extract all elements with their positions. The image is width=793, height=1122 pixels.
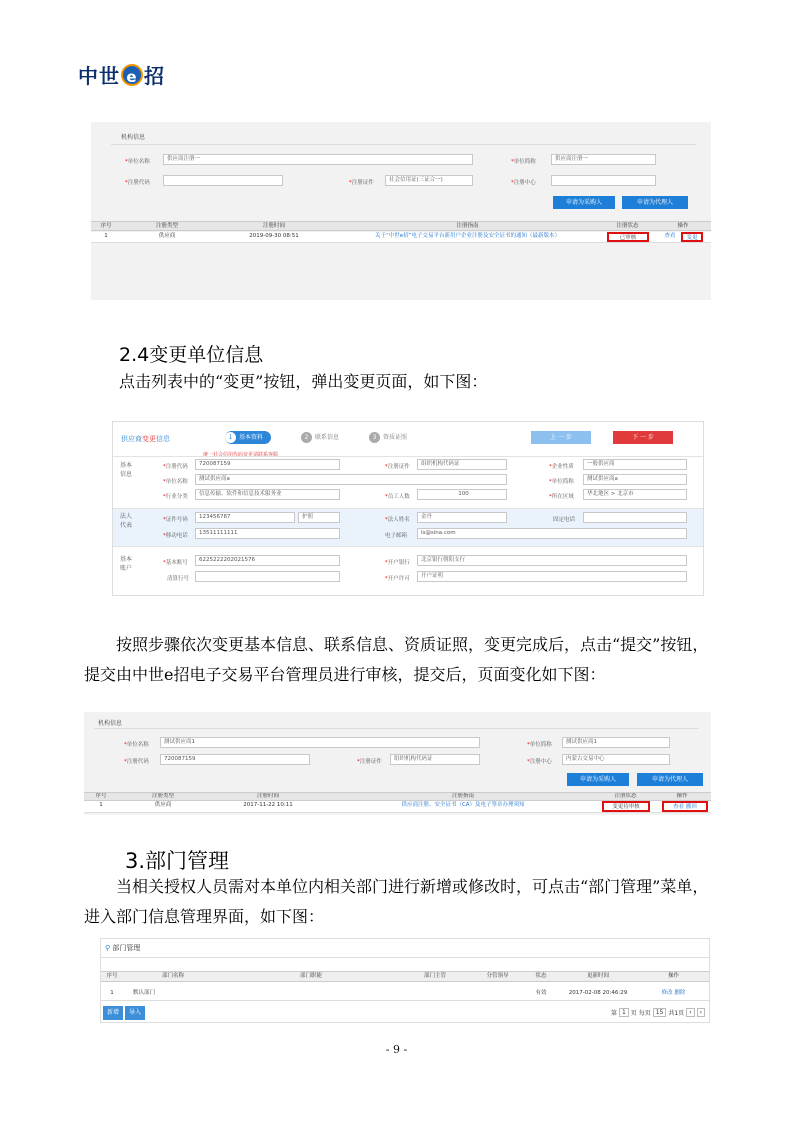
basic-section-label: 基本信息	[119, 462, 132, 478]
col-action: 操作	[676, 793, 688, 799]
divider	[101, 957, 709, 958]
next-page-icon[interactable]: ›	[697, 1008, 705, 1017]
legal-section-label: 法人代表	[119, 513, 132, 529]
pager-total: 共1页	[668, 1010, 685, 1017]
panel-title: 机构信息	[98, 720, 123, 727]
col-type: 注册类型	[155, 223, 178, 229]
grid-header	[84, 792, 711, 801]
row-type: 供应商	[154, 802, 172, 808]
bank-label: *开户银行	[385, 560, 410, 566]
form-title: 供应商变更信息	[121, 435, 170, 443]
row-time: 2017-02-08 20:46:29	[568, 990, 628, 996]
unit-short-field[interactable]: 供应商注册一	[551, 154, 656, 165]
page-size-select[interactable]: 15	[653, 1008, 667, 1017]
col-no: 序号	[106, 973, 118, 979]
divider	[94, 728, 699, 729]
change-info-screenshot	[112, 421, 704, 596]
section-2-4-title: 2.4变更单位信息	[119, 344, 264, 366]
permit-label: *开户许可	[385, 576, 410, 582]
row-status: 有效	[535, 990, 547, 996]
row-name: 默认部门	[133, 990, 156, 996]
industry-field[interactable]: 信息传输、软件和信息技术服务业	[195, 489, 340, 500]
col-updated: 更新时间	[586, 973, 609, 979]
col-leader: 分管领导	[486, 973, 509, 979]
reg-center-label: *注册中心	[511, 180, 536, 186]
col-type: 注册类型	[151, 793, 174, 799]
table-row	[101, 989, 709, 1001]
row-guide-link[interactable]: 关于“中世e招”电子交易平台新用户企业注册及安全证书的通知（最新版本）	[374, 233, 561, 239]
nature-select[interactable]: 一般供应商	[583, 459, 687, 470]
panel-title: 机构信息	[121, 134, 146, 141]
reg-code-label: *注册代码	[163, 464, 188, 470]
grid-header	[91, 221, 711, 231]
step-basic[interactable]: 1 基本资料	[225, 431, 271, 444]
pager-mid: 页 每页	[630, 1010, 651, 1017]
search-icon: ⚲	[105, 944, 111, 952]
reg-cert-field[interactable]: 社会信用证(三证合一)	[385, 175, 473, 186]
row-time: 2017-11-22 10:11	[243, 802, 293, 808]
page-number: - 9 -	[385, 1043, 408, 1056]
view-link[interactable]: 查看	[664, 233, 676, 239]
industry-label: *行业分类	[163, 494, 188, 500]
pending-review-screenshot	[84, 712, 711, 815]
region-label: *所在区域	[549, 494, 574, 500]
unit-short-label: *单位简称	[511, 159, 536, 165]
row-no: 1	[99, 802, 103, 808]
unit-name-label: *单位名称	[124, 742, 149, 748]
row-no: 1	[110, 990, 114, 996]
col-status: 状态	[535, 973, 547, 979]
table-row	[91, 232, 711, 243]
change-link[interactable]: 变更	[681, 232, 703, 242]
basic-info-section	[113, 456, 703, 508]
row-actions	[638, 989, 709, 1000]
col-guide: 注册指南	[456, 223, 479, 229]
col-head: 部门主管	[423, 973, 446, 979]
col-no: 序号	[95, 793, 107, 799]
id-type-select[interactable]: 护照	[298, 512, 340, 523]
nature-label: *企业性质	[549, 464, 574, 470]
divider	[111, 144, 696, 145]
zhongshi-logo	[78, 60, 165, 89]
legal-name-label: *法人姓名	[385, 517, 410, 523]
mobile-label: *移动电话	[163, 533, 188, 539]
email-field[interactable]: ls@sina.com	[417, 528, 687, 539]
unit-name-field[interactable]: 测试供应商1	[160, 737, 480, 748]
col-time: 注册时间	[262, 223, 285, 229]
reg-cert-label: *注册证件	[349, 180, 374, 186]
next-step-button[interactable]: 下 一 步	[613, 431, 673, 444]
bank-section-label: 基本账户	[119, 556, 132, 572]
apply-agent-button[interactable]: 申请为代理人	[622, 196, 688, 209]
email-label: 电子邮箱	[385, 533, 408, 539]
col-time: 注册时间	[256, 793, 279, 799]
col-guide: 注册指南	[451, 793, 474, 799]
reg-code-field[interactable]: 720087159	[160, 754, 310, 765]
unit-name-field[interactable]: 测试供应商a	[195, 474, 507, 485]
id-number-field[interactable]: 123456787	[195, 512, 295, 523]
unit-name-label: *单位名称	[125, 159, 150, 165]
employees-field[interactable]: 100	[417, 489, 507, 500]
section-3-paragraph: 当相关授权人员需对本单位内相关部门进行新增或修改时，可点击“部门管理”菜单，进入部门信息管理界面，如下图：	[84, 877, 709, 926]
fixed-phone-field[interactable]	[583, 512, 687, 523]
dept-title: ⚲ 部门管理	[105, 944, 141, 952]
reg-center-field[interactable]	[551, 175, 656, 186]
org-info-screenshot	[91, 122, 711, 300]
row-actions	[662, 801, 708, 812]
pager-prefix: 第	[610, 1010, 617, 1017]
prev-page-icon[interactable]: ‹	[686, 1008, 694, 1017]
reg-center-field[interactable]: 内蒙古交易中心	[562, 754, 670, 765]
clearing-field[interactable]	[195, 571, 340, 582]
import-button[interactable]: 导入	[125, 1006, 145, 1020]
apply-agent-button[interactable]: 申请为代理人	[637, 773, 703, 786]
col-action: 操作	[667, 973, 679, 979]
revoke-link[interactable]: 撤回	[685, 804, 697, 810]
col-action: 操作	[677, 223, 689, 229]
id-number-label: *证件号码	[163, 517, 188, 523]
bank-account-label: *基本账号	[163, 560, 188, 566]
bank-field[interactable]: 北京银行朝阳支行	[417, 555, 687, 566]
row-status-badge: 已审核	[607, 232, 649, 242]
delete-link[interactable]: 删除	[674, 990, 686, 996]
logo-text-right: 招	[144, 64, 165, 88]
table-row	[84, 801, 711, 813]
col-name: 部门名称	[161, 973, 184, 979]
logo-text-left: 中世	[78, 64, 120, 88]
unit-name-label: *单位名称	[163, 479, 188, 485]
legal-rep-section	[113, 508, 703, 546]
col-status: 注册状态	[616, 223, 639, 229]
col-function: 部门职能	[299, 973, 322, 979]
clearing-label: 清算行号	[167, 576, 190, 582]
mobile-field[interactable]: 13511111111	[195, 528, 340, 539]
reg-center-label: *注册中心	[527, 759, 552, 765]
row-time: 2019-09-30 08:51	[249, 233, 299, 239]
department-management-screenshot	[100, 938, 710, 1023]
row-guide-link[interactable]: 供应商注册、安全证书（CA）及电子签章办理须知	[401, 802, 525, 808]
edit-link[interactable]: 修改	[661, 990, 673, 996]
apply-tenderee-button[interactable]: 申请为采购人	[553, 196, 615, 209]
bank-account-field[interactable]: 6225222202021576	[195, 555, 340, 566]
reg-cert-label: *注册证件	[357, 759, 382, 765]
section-2-4-paragraph: 点击列表中的“变更”按钮，弹出变更页面，如下图：	[119, 372, 488, 391]
logo-e-mark: e	[121, 64, 143, 86]
apply-tenderee-button[interactable]: 申请为采购人	[567, 773, 629, 786]
add-button[interactable]: 新增	[103, 1006, 123, 1020]
reg-code-label: *注册代码	[124, 759, 149, 765]
unit-short-field[interactable]: 测试供应商1	[562, 737, 670, 748]
bank-account-section	[113, 546, 703, 596]
unit-name-field[interactable]: 供应商注册一	[163, 154, 473, 165]
pager	[611, 1008, 705, 1017]
warning-text: 统一社会信用代码变更请联系客服	[203, 452, 279, 458]
reg-code-field[interactable]: 720087159	[195, 459, 340, 470]
page-input[interactable]: 1	[619, 1008, 629, 1017]
fixed-phone-label: 固定电话	[553, 517, 576, 523]
unit-short-label: *单位简称	[527, 742, 552, 748]
reg-cert-field[interactable]: 组织机构代码证	[390, 754, 480, 765]
row-no: 1	[104, 233, 108, 239]
employees-label: *员工人数	[385, 494, 410, 500]
reg-code-label: *注册代码	[125, 180, 150, 186]
view-link[interactable]: 查看	[673, 804, 685, 810]
unit-short-label: *单位简称	[549, 479, 574, 485]
reg-cert-select[interactable]: 组织机构代码证	[417, 459, 507, 470]
col-status: 注册状态	[614, 793, 637, 799]
reg-code-field[interactable]	[163, 175, 283, 186]
unit-short-field[interactable]: 测试供应商a	[583, 474, 687, 485]
step-contact[interactable]: 2 联系信息	[301, 431, 339, 444]
submit-paragraph: 按照步骤依次变更基本信息、联系信息、资质证照，变更完成后，点击“提交”按钮，提交由中世e招电子交易平台管理员进行审核，提交后，页面变化如下图：	[84, 635, 709, 684]
region-field[interactable]: 华北地区 > 北京市	[583, 489, 687, 500]
row-type: 供应商	[158, 233, 176, 239]
prev-step-button[interactable]: 上 一 步	[531, 431, 591, 444]
grid-header	[101, 971, 709, 982]
reg-cert-label: *注册证件	[385, 464, 410, 470]
step-qualification[interactable]: 3 资质证照	[369, 431, 407, 444]
legal-name-field[interactable]: 金丹	[417, 512, 507, 523]
col-no: 序号	[100, 223, 112, 229]
permit-upload-field[interactable]: 开户证明	[417, 571, 687, 582]
row-status-badge: 变更待审核	[602, 801, 650, 812]
section-3-title: 3.部门管理	[125, 849, 230, 873]
